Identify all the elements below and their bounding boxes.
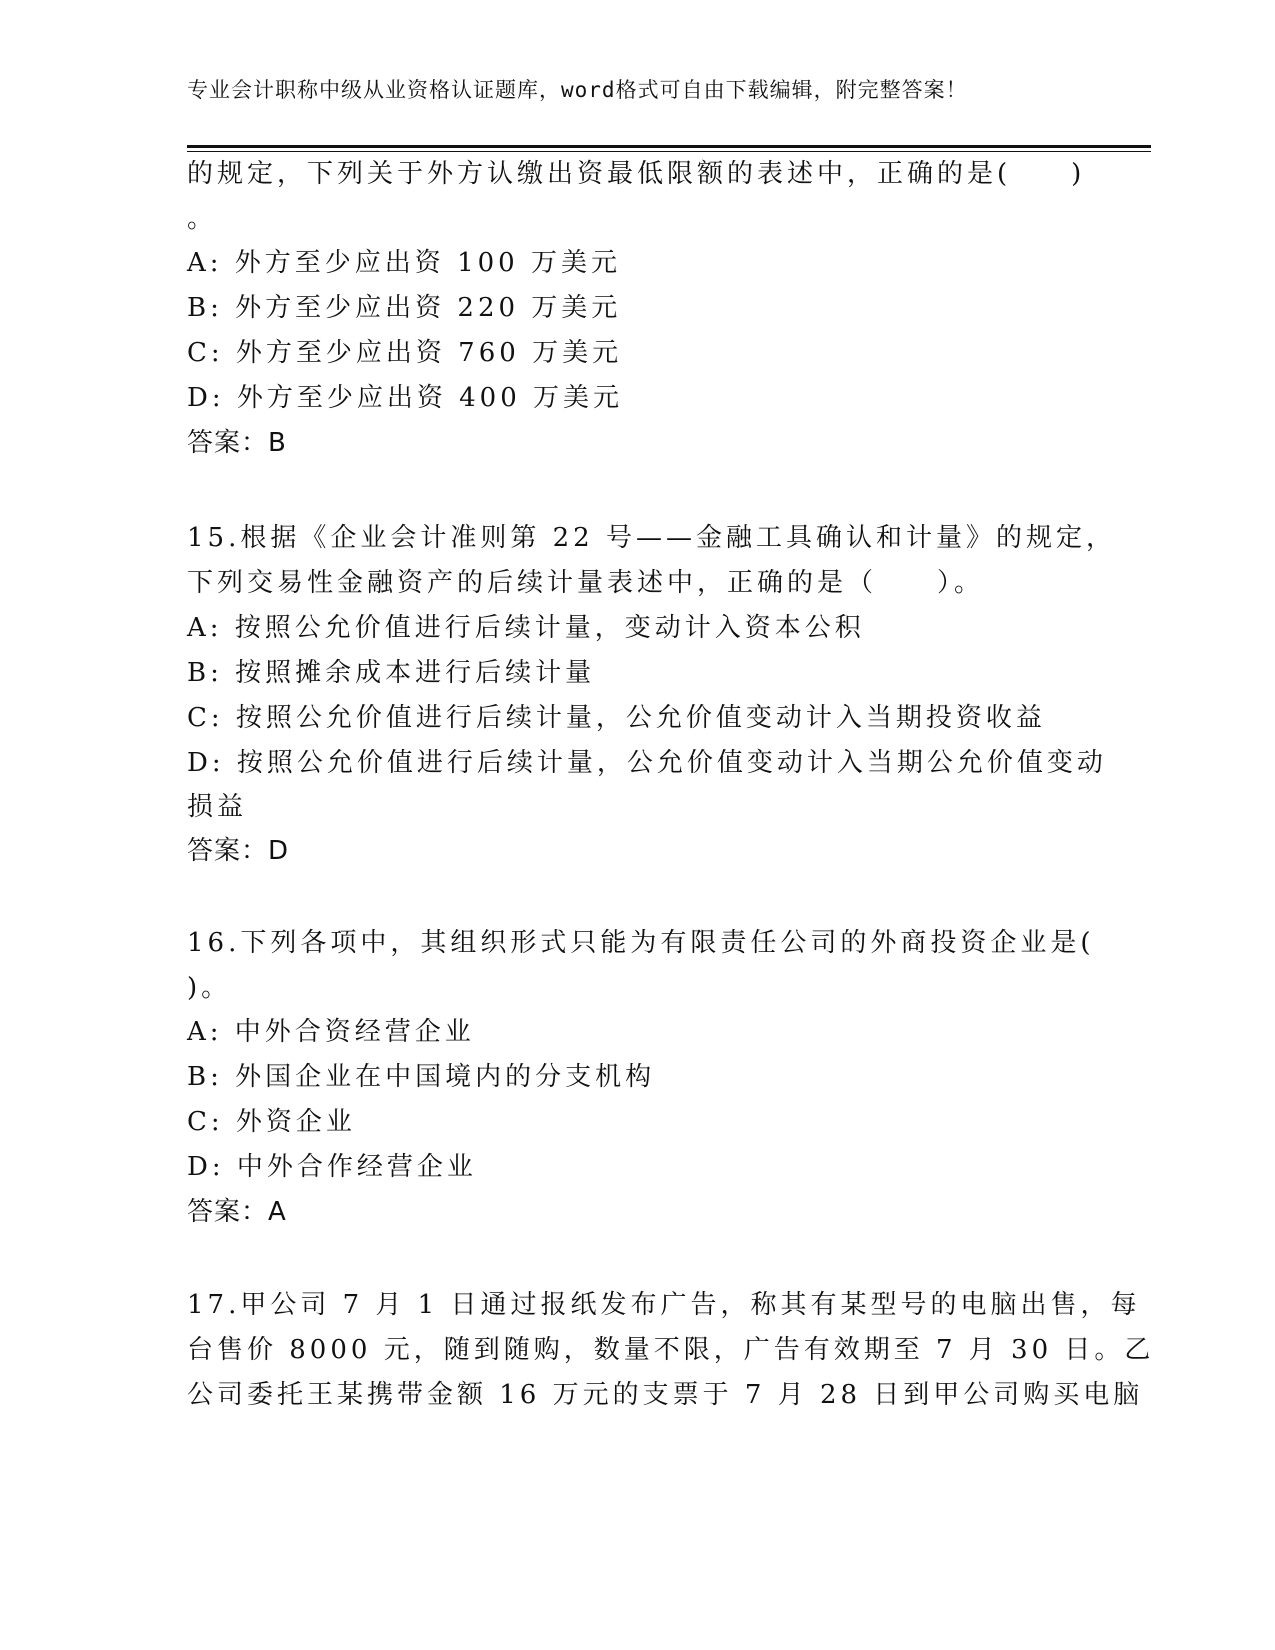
q14-stem-line-2: 。	[187, 204, 218, 234]
q16-option-a: A: 中外合资经营企业	[187, 1017, 475, 1047]
q15-stem-line-2: 下列交易性金融资产的后续计量表述中，正确的是（ ）。	[187, 568, 985, 598]
q14-option-d: D: 外方至少应出资 400 万美元	[187, 383, 624, 413]
q16-option-d: D: 中外合作经营企业	[187, 1152, 477, 1182]
q15-option-d-continued: 损益	[187, 792, 248, 822]
q17-stem-line-2: 台售价 8000 元，随到随购，数量不限，广告有效期至 7 月 30 日。乙	[187, 1335, 1155, 1365]
q15-answer: 答案：D	[187, 836, 290, 866]
header-rule-thick	[187, 145, 1151, 148]
q16-option-c: C: 外资企业	[187, 1107, 356, 1137]
q14-stem-line-1: 的规定，下列关于外方认缴出资最低限额的表述中，正确的是( )	[187, 159, 1086, 189]
header-rule-thin	[187, 151, 1151, 152]
q16-option-b: B: 外国企业在中国境内的分支机构	[187, 1062, 656, 1092]
q14-option-b: B: 外方至少应出资 220 万美元	[187, 293, 622, 323]
q14-answer: 答案：B	[187, 428, 287, 458]
q16-stem-line-1: 16.下列各项中，其组织形式只能为有限责任公司的外商投资企业是(	[187, 928, 1095, 958]
q15-option-d: D: 按照公允价值进行后续计量，公允价值变动计入当期公允价值变动	[187, 748, 1107, 778]
q16-answer: 答案：A	[187, 1197, 287, 1227]
q15-option-b: B: 按照摊余成本进行后续计量	[187, 658, 596, 688]
q15-option-a: A: 按照公允价值进行后续计量，变动计入资本公积	[187, 613, 865, 643]
q14-option-c: C: 外方至少应出资 760 万美元	[187, 338, 623, 368]
q16-stem-line-2: )。	[187, 973, 232, 1003]
q17-stem-line-3: 公司委托王某携带金额 16 万元的支票于 7 月 28 日到甲公司购买电脑	[187, 1380, 1144, 1410]
q17-stem-line-1: 17.甲公司 7 月 1 日通过报纸发布广告，称其有某型号的电脑出售，每	[187, 1290, 1141, 1320]
document-header: 专业会计职称中级从业资格认证题库，word格式可自由下载编辑，附完整答案！	[187, 78, 968, 102]
q15-option-c: C: 按照公允价值进行后续计量，公允价值变动计入当期投资收益	[187, 703, 1046, 733]
q14-option-a: A: 外方至少应出资 100 万美元	[187, 248, 621, 278]
q15-stem-line-1: 15.根据《企业会计准则第 22 号——金融工具确认和计量》的规定，	[187, 523, 1116, 553]
